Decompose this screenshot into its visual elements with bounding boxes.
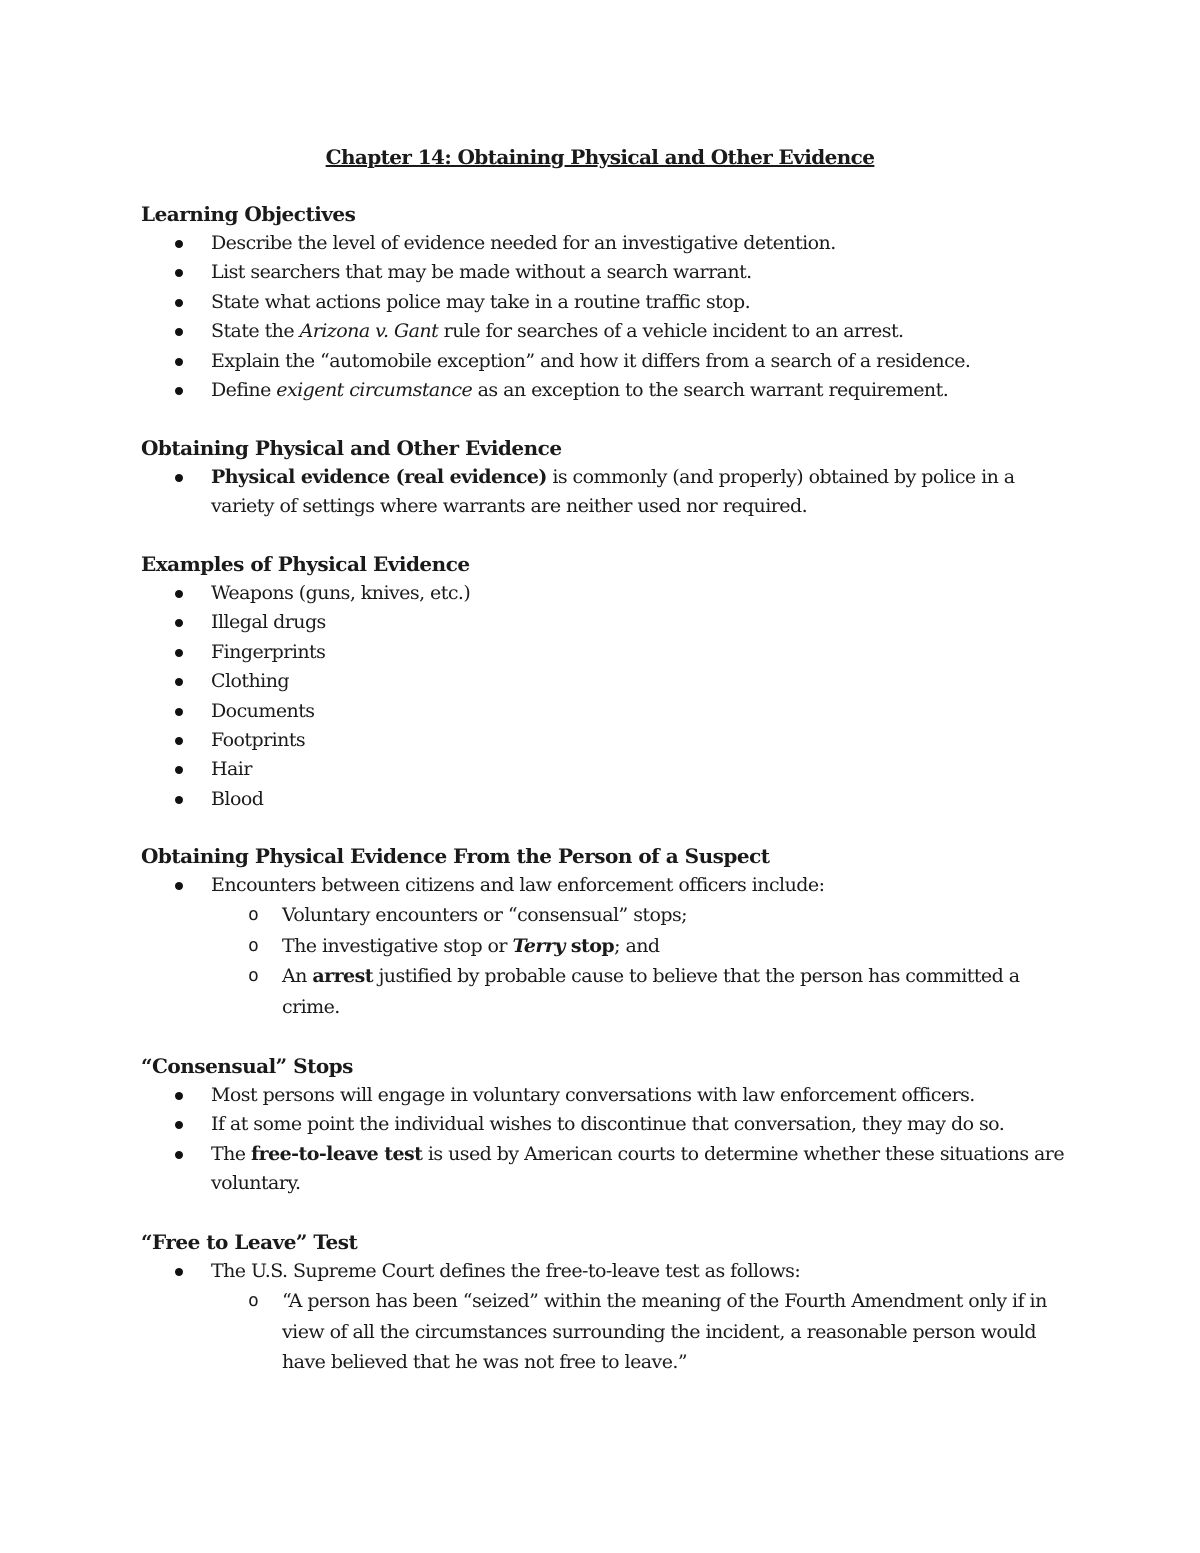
bullet-icon: [175, 708, 183, 716]
bullet-list: [141, 1257, 1081, 1286]
list-item: Clothing: [141, 667, 1081, 696]
section-examples: [141, 550, 1081, 814]
list-item: Footprints: [141, 726, 1081, 755]
circle-bullet-icon: o: [248, 965, 259, 987]
bullet-icon: [175, 358, 183, 366]
list-item: Weapons (guns, knives, etc.): [141, 579, 1081, 608]
list-item: Physical evidence (real evidence) is commonly (and properly) obtained by police in a variety of settings where warrants are neither used nor required.: [141, 463, 1081, 522]
list-item: Explain the “automobile exception” and how it differs from a search of a residence.: [141, 347, 1081, 376]
list-item: Blood: [141, 785, 1081, 814]
bullet-icon: [175, 240, 183, 248]
bullet-icon: [175, 796, 183, 804]
bullet-icon: [175, 1121, 183, 1129]
sub-list-item: o The investigative stop or Terry stop; and: [141, 931, 1081, 962]
sub-bullet-list: [141, 900, 1081, 1022]
section-heading: “Free to Leave” Test: [141, 1230, 358, 1254]
section-heading: Examples of Physical Evidence: [141, 552, 470, 576]
quote-text: “A person has been “seized” within the meaning of the Fourth Amendment only if in view of all the circumstances surrounding the incident, a reasonable person would have believed that he was not free to leave.”: [282, 1290, 1047, 1374]
bullet-icon: [175, 649, 183, 657]
section-learning-objectives: [141, 200, 1081, 405]
circle-bullet-icon: o: [248, 1290, 259, 1312]
bullet-icon: [175, 299, 183, 307]
list-item: Illegal drugs: [141, 608, 1081, 637]
section-heading: Obtaining Physical Evidence From the Person of a Suspect: [141, 844, 770, 868]
section-obtaining-evidence: [141, 434, 1081, 522]
sub-bullet-list: [141, 1286, 1081, 1378]
list-item: State what actions police may take in a routine traffic stop.: [141, 288, 1081, 317]
list-item: State the Arizona v. Gant rule for searches of a vehicle incident to an arrest.: [141, 317, 1081, 346]
bullet-icon: [175, 474, 183, 482]
sub-list-item: o An arrest justified by probable cause to believe that the person has committed a crime.: [141, 961, 1081, 1022]
list-item: The free-to-leave test is used by American courts to determine whether these situations are voluntary.: [141, 1140, 1081, 1199]
list-item: Fingerprints: [141, 638, 1081, 667]
bullet-list: [141, 463, 1081, 522]
list-item: Encounters between citizens and law enforcement officers include:: [141, 871, 1081, 900]
bullet-icon: [175, 328, 183, 336]
section-person-of-suspect: [141, 842, 1081, 1022]
section-heading: Learning Objectives: [141, 202, 356, 226]
list-item: The U.S. Supreme Court defines the free-to-leave test as follows:: [141, 1257, 1081, 1286]
section-heading: “Consensual” Stops: [141, 1054, 353, 1078]
list-item: If at some point the individual wishes to discontinue that conversation, they may do so.: [141, 1110, 1081, 1139]
bullet-icon: [175, 590, 183, 598]
case-name: Arizona v. Gant: [299, 320, 439, 343]
list-item: List searchers that may be made without a search warrant.: [141, 258, 1081, 287]
term-bold: arrest: [312, 965, 373, 988]
list-item: Describe the level of evidence needed for an investigative detention.: [141, 229, 1081, 258]
page-title: Chapter 14: Obtaining Physical and Other Evidence: [325, 145, 875, 169]
list-item: Hair: [141, 755, 1081, 784]
bullet-icon: [175, 269, 183, 277]
bullet-icon: [175, 1268, 183, 1276]
list-item: Define exigent circumstance as an exception to the search warrant requirement.: [141, 376, 1081, 405]
circle-bullet-icon: o: [248, 904, 259, 926]
section-heading: Obtaining Physical and Other Evidence: [141, 436, 562, 460]
bullet-icon: [175, 737, 183, 745]
bullet-icon: [175, 387, 183, 395]
bullet-icon: [175, 882, 183, 890]
bullet-list: [141, 229, 1081, 405]
term-bold: free-to-leave test: [251, 1142, 423, 1165]
bullet-list: [141, 1081, 1081, 1199]
list-item: Most persons will engage in voluntary conversations with law enforcement officers.: [141, 1081, 1081, 1110]
bullet-icon: [175, 766, 183, 774]
sub-list-item: [141, 1286, 1081, 1378]
section-free-to-leave: [141, 1228, 1081, 1378]
term-bold: Physical evidence (real evidence): [211, 466, 547, 488]
bullet-list: [141, 871, 1081, 900]
sub-list-item: o Voluntary encounters or “consensual” stops;: [141, 900, 1081, 931]
case-name: Terry: [512, 934, 565, 957]
bullet-icon: [175, 1151, 183, 1159]
circle-bullet-icon: o: [248, 934, 259, 956]
bullet-icon: [175, 678, 183, 686]
section-consensual-stops: [141, 1052, 1081, 1199]
bullet-icon: [175, 619, 183, 627]
bullet-icon: [175, 1092, 183, 1100]
list-item: Documents: [141, 697, 1081, 726]
bullet-list: [141, 579, 1081, 814]
term-italic: exigent circumstance: [276, 379, 473, 402]
